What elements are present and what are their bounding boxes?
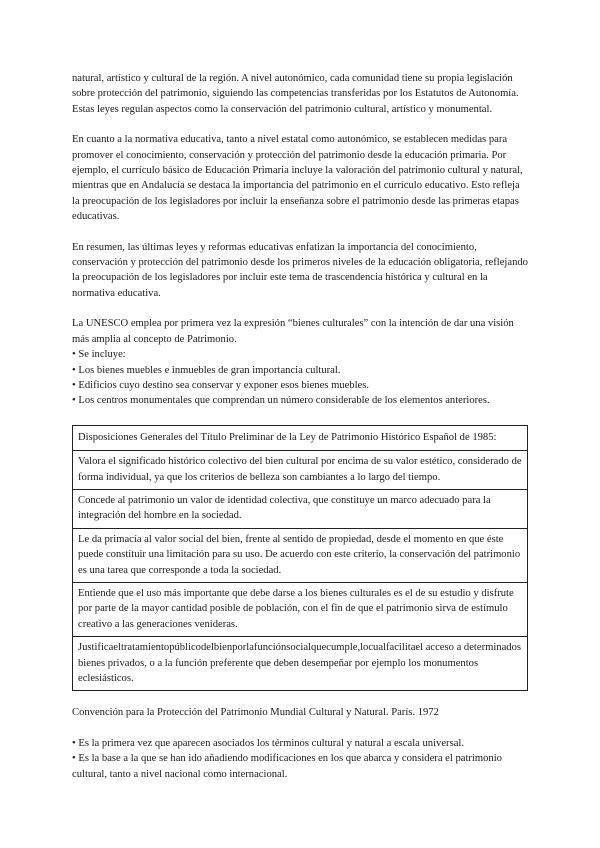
convention-title: Convención para la Protección del Patrimonio Mundial Cultural y Natural. París. 1972 xyxy=(72,707,439,719)
unesco-bullet-list xyxy=(72,347,528,409)
heritage-law-table xyxy=(72,425,528,692)
paragraph-educational-regulation: En cuanto a la normativa educativa, tanto a nivel estatal como autonómico, se establecen medidas para promover el conocimiento, conservación y protección del patrimonio desde la educación primaria. Por ejemplo, el currículo básico de Educación Primaria incluye la valoración del patrimonio cultural y natural, mientras que en Andalucía se destaca la importancia del patrimonio en el currículo educativo. Esto refleja la preocupación de los legisladores por incluir la enseñanza sobre el patrimonio desde las primeras etapas educativas. xyxy=(72,134,523,223)
paragraph-regional-legislation: natural, artístico y cultural de la región. A nivel autonómico, cada comunidad tiene su propia legislación sobre protección del patrimonio, siguiendo las competencias transferidas por los Estatutos de Autonomía. Estas leyes regulan aspectos como la conservación del patrimonio cultural, artístico y monumental. xyxy=(72,73,519,115)
table-row: Le da primacía al valor social del bien, frente al sentido de propiedad, desde el momento en que éste puede constituir una limitación para su uso. De acuerdo con este criterio, la conservación del patrimonio es una tarea que corresponde a toda la sociedad. xyxy=(73,528,527,582)
unesco-intro: La UNESCO emplea por primera vez la expresión “bienes culturales” con la intención de dar una visión más amplia al concepto de Patrimonio. xyxy=(72,318,514,345)
list-item: • Es la primera vez que aparecen asociados los términos cultural y natural a escala universal. xyxy=(72,736,528,751)
list-item: • Los centros monumentales que comprendan un número considerable de los elementos anteriores. xyxy=(72,393,528,408)
list-item: • Edificios cuyo destino sea conservar y exponer esos bienes muebles. xyxy=(72,378,528,393)
document-body xyxy=(72,71,528,782)
list-item: • Se incluye: xyxy=(72,347,528,362)
table-row: Valora el significado histórico colectivo del bien cultural por encima de su valor estético, considerado de forma individual, ya que los criterios de belleza son cambiantes a lo largo del tiempo. xyxy=(73,450,527,489)
table-header: Disposiciones Generales del Título Preliminar de la Ley de Patrimonio Histórico Español de 1985: xyxy=(78,431,497,443)
table-row: Entiende que el uso más importante que debe darse a los bienes culturales es el de su estudio y disfrute por parte de la mayor cantidad posible de población, con el fin de que el patrimonio sirva de estímulo creativo a las generaciones venideras. xyxy=(73,582,527,636)
paragraph-summary: En resumen, las últimas leyes y reformas educativas enfatizan la importancia del conocimiento, conservación y protección del patrimonio desde los primeros niveles de la educación obligatoria, reflejando la preocupación de los legisladores por incluir este tema de trascendencia histórica y cultural en la normativa educativa. xyxy=(72,241,528,299)
table-row: Concede al patrimonio un valor de identidad colectiva, que constituye un marco adecuado para la integración del hombre en la sociedad. xyxy=(73,489,527,528)
convention-bullet-list xyxy=(72,736,528,782)
list-item: • Es la base a la que se han ido añadiendo modificaciones en los que abarca y considera el patrimonio cultural, tanto a nivel nacional como internacional. xyxy=(72,751,528,782)
list-item: • Los bienes muebles e inmuebles de gran importancia cultural. xyxy=(72,363,528,378)
table-row: Justificaeltratamientopúblicodelbienporlafunciónsocialquecumple,locualfacilitael acceso a determinados bienes privados, o a la función preferente que deben desempeñar por ejemplo los monumentos eclesiásticos. xyxy=(73,636,527,690)
